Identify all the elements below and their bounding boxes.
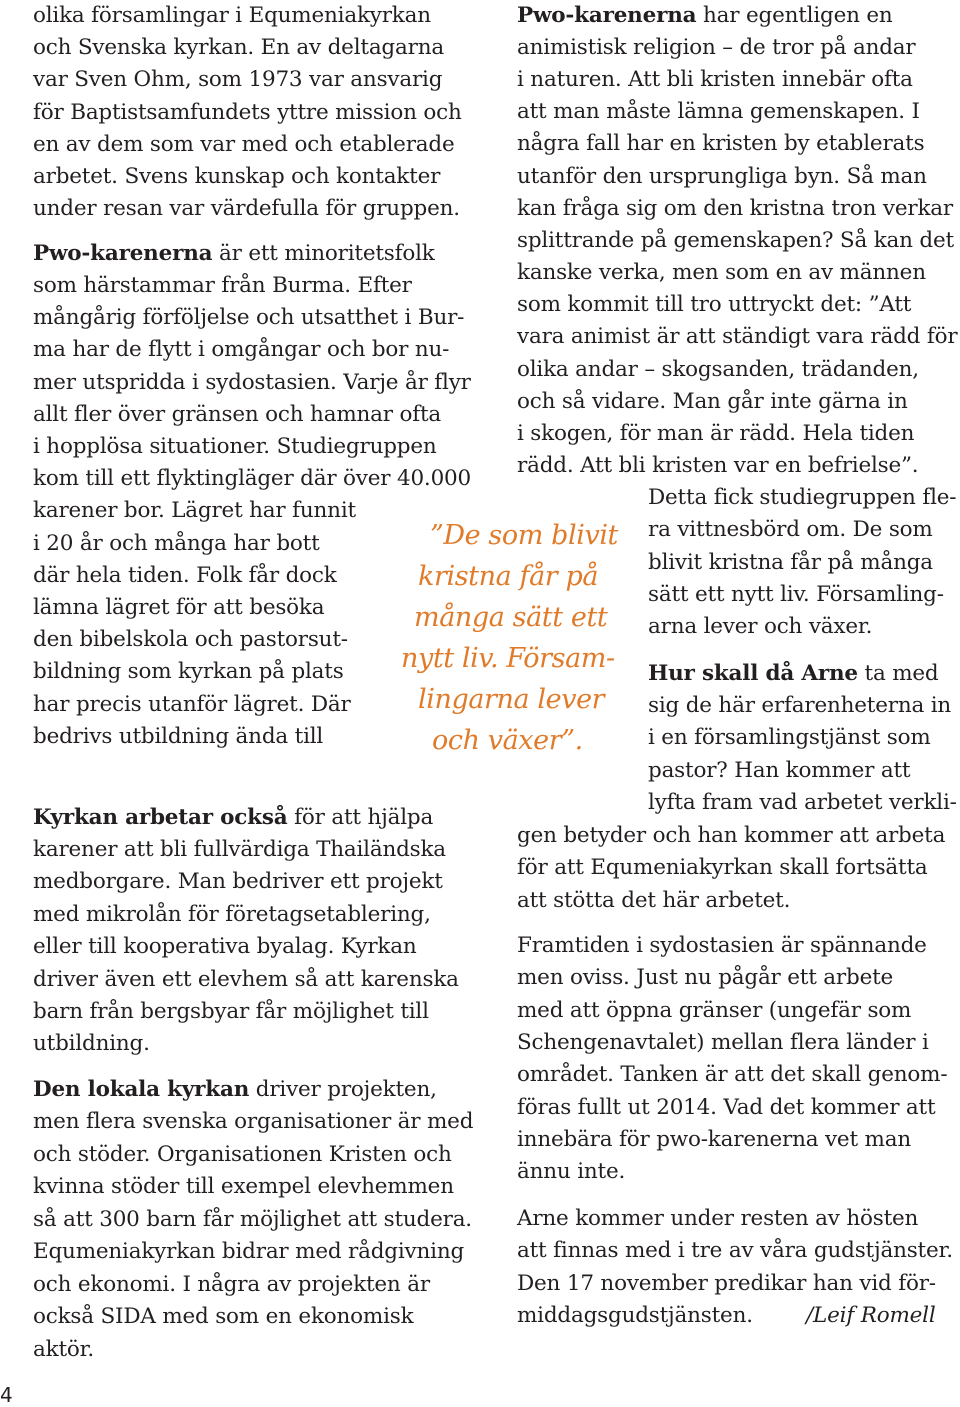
line-text: så att 300 barn får möjlighet att studera. xyxy=(33,1206,472,1232)
paragraph-first-line xyxy=(648,658,939,690)
text-line xyxy=(33,1139,452,1171)
line-text: eller till kooperativa byalag. Kyrkan xyxy=(33,934,417,960)
text-line xyxy=(33,463,471,495)
text-line xyxy=(33,1334,94,1366)
line-text: lämna lägret för att besöka xyxy=(33,595,325,620)
text-line xyxy=(648,514,933,546)
text-line xyxy=(33,334,449,366)
line-text: mer utspridda i sydostasien. Varje år flyr xyxy=(33,369,471,395)
line-text: där hela tiden. Folk får dock xyxy=(33,562,337,588)
line-text: driver projekten, xyxy=(249,1077,437,1102)
paragraph-first-line xyxy=(33,1074,437,1106)
text-line xyxy=(517,32,916,64)
lead-in-bold: Kyrkan arbetar också xyxy=(33,805,288,830)
line-text: föras fullt ut 2014. Vad det kommer att xyxy=(517,1094,936,1120)
text-line xyxy=(33,270,412,302)
text-line xyxy=(33,1236,464,1268)
line-text: också SIDA med som en ekonomisk xyxy=(33,1304,414,1329)
text-line xyxy=(33,399,441,431)
text-line xyxy=(648,787,957,819)
text-line xyxy=(33,97,462,129)
lead-in-bold: Pwo-karenerna xyxy=(33,241,213,266)
line-text: Den 17 november predikar han vid för- xyxy=(517,1270,936,1296)
line-text: och så vidare. Man går inte gärna in xyxy=(517,388,908,414)
line-text: arbetet. Svens kunskap och kontakter xyxy=(33,164,441,189)
line-text: medborgare. Man bedriver ett projekt xyxy=(33,869,443,895)
line-text: Framtiden i sydostasien är spännande xyxy=(517,933,927,958)
text-line xyxy=(517,354,919,386)
text-line xyxy=(517,1268,936,1300)
line-text: utanför den ursprungliga byn. Så man xyxy=(517,163,927,189)
line-text: bedrivs utbildning ända till xyxy=(33,723,324,749)
text-line xyxy=(33,834,446,866)
text-line xyxy=(517,64,913,96)
text-line xyxy=(33,32,444,64)
line-text: kan fråga sig om den kristna tron verkar xyxy=(517,195,954,221)
line-text: ta med xyxy=(857,661,939,686)
text-line xyxy=(33,495,356,527)
line-text: vara animist är att ständigt vara rädd för xyxy=(517,324,958,350)
text-line xyxy=(33,866,443,898)
text-line xyxy=(517,321,957,353)
line-text: arna lever och växer. xyxy=(648,614,873,640)
text-line xyxy=(648,482,956,514)
lead-in-bold: Pwo-karenerna xyxy=(517,3,697,28)
line-text: olika andar – skogsanden, trädanden, xyxy=(517,356,919,382)
text-line xyxy=(33,1301,413,1333)
line-text: olika församlingar i Equmeniakyrkan xyxy=(33,3,431,28)
text-line xyxy=(517,289,911,321)
text-line xyxy=(517,995,911,1027)
line-text: driver även ett elevhem så att karenska xyxy=(33,966,459,992)
text-line xyxy=(33,161,440,193)
line-text: pastor? Han kommer att xyxy=(648,757,911,783)
line-text: med att öppna gränser (ungefär som xyxy=(517,997,912,1023)
text-line xyxy=(517,1059,947,1091)
line-text: ra vittnesbörd om. De som xyxy=(648,517,933,543)
text-line xyxy=(33,0,431,32)
text-line xyxy=(33,193,460,225)
line-text: i en församlingstjänst som xyxy=(648,725,931,751)
text-line xyxy=(517,1092,935,1124)
line-text: bildning som kyrkan på plats xyxy=(33,659,344,685)
text-line xyxy=(33,996,429,1028)
line-text: några fall har en kristen by etablerats xyxy=(517,131,925,157)
text-line xyxy=(517,1027,929,1059)
line-text: Schengenavtalet) mellan flera länder i xyxy=(517,1029,929,1055)
text-line xyxy=(648,755,910,787)
pull-quote-line: lingarna lever xyxy=(418,684,605,715)
line-text: kvinna stöder till exempel elevhemmen xyxy=(33,1174,454,1199)
text-line xyxy=(33,431,437,463)
text-line xyxy=(33,721,323,753)
line-text: och ekonomi. I några av projekten är xyxy=(33,1271,430,1297)
line-text: Detta fick studiegruppen fle- xyxy=(648,485,957,510)
text-line xyxy=(33,1269,430,1301)
paragraph-first-line xyxy=(517,0,893,32)
text-line xyxy=(648,690,951,722)
text-line xyxy=(33,689,351,721)
text-line xyxy=(517,885,790,917)
lead-in-bold: Den lokala kyrkan xyxy=(33,1077,250,1102)
text-line xyxy=(648,579,944,611)
text-line xyxy=(33,64,442,96)
text-line xyxy=(517,1124,911,1156)
line-text: kanske verka, men som en av männen xyxy=(517,260,926,286)
line-text: sätt ett nytt liv. Församling- xyxy=(648,581,944,607)
text-line xyxy=(517,962,893,994)
text-line xyxy=(33,1204,472,1236)
line-text: att man måste lämna gemenskapen. I xyxy=(517,99,920,125)
line-text: allt fler över gränsen och hamnar ofta xyxy=(33,401,442,427)
pull-quote-line: nytt liv. Försam- xyxy=(401,643,615,674)
paragraph-first-line xyxy=(33,802,433,834)
line-text: i hopplösa situationer. Studiegruppen xyxy=(33,434,437,459)
text-line xyxy=(517,820,945,852)
text-line xyxy=(33,560,337,592)
text-line xyxy=(517,1300,753,1332)
line-text: under resan var värdefulla för gruppen. xyxy=(33,196,460,222)
text-line xyxy=(517,257,926,289)
line-text: splittrande på gemenskapen? Så kan det xyxy=(517,227,954,253)
text-line xyxy=(33,656,344,688)
line-text: innebära för pwo-karenerna vet man xyxy=(517,1126,911,1152)
line-text: gen betyder och han kommer att arbeta xyxy=(517,823,946,848)
text-line xyxy=(33,592,324,624)
text-line xyxy=(33,129,455,161)
text-line xyxy=(517,852,928,884)
line-text: har egentligen en xyxy=(696,3,893,28)
line-text: barn från bergsbyar får möjlighet till xyxy=(33,999,429,1024)
text-line xyxy=(517,161,927,193)
line-text: att finnas med i tre av våra gudstjänster. xyxy=(517,1238,953,1264)
text-line xyxy=(33,1171,454,1203)
line-text: men oviss. Just nu pågår ett arbete xyxy=(517,965,894,991)
line-text: i 20 år och många har bott xyxy=(33,530,320,556)
line-text: att stötta det här arbetet. xyxy=(517,887,791,913)
line-text: ma har de flytt i omgångar och bor nu- xyxy=(33,337,450,363)
line-text: området. Tanken är att det skall genom- xyxy=(517,1062,948,1088)
line-text: och Svenska kyrkan. En av deltagarna xyxy=(33,35,444,61)
text-line xyxy=(517,1156,625,1188)
line-text: har precis utanför lägret. Där xyxy=(33,691,351,717)
line-text: Arne kommer under resten av hösten xyxy=(517,1206,919,1231)
text-line xyxy=(33,1028,150,1060)
paragraph-first-line xyxy=(33,238,435,270)
pull-quote-line: kristna får på xyxy=(418,561,599,592)
line-text: i naturen. Att bli kristen innebär ofta xyxy=(517,67,913,93)
line-text: karener att bli fullvärdiga Thailändska xyxy=(33,837,446,862)
text-line xyxy=(33,528,320,560)
text-line xyxy=(517,1203,918,1235)
line-text: sig de här erfarenheterna in xyxy=(648,693,952,718)
text-line xyxy=(33,931,416,963)
line-text: som kommit till tro uttryckt det: ”Att xyxy=(517,292,912,318)
line-text: är ett minoritetsfolk xyxy=(212,241,435,266)
line-text: men flera svenska organisationer är med xyxy=(33,1109,474,1134)
text-line xyxy=(517,930,927,962)
line-text: ännu inte. xyxy=(517,1159,626,1185)
text-line xyxy=(517,450,918,482)
line-text: blivit kristna får på många xyxy=(648,549,933,575)
line-text: Equmeniakyrkan bidrar med rådgivning xyxy=(33,1239,465,1264)
line-text: aktör. xyxy=(33,1336,94,1362)
text-line xyxy=(517,1235,953,1267)
line-text: mångårig förföljelse och utsatthet i Bur- xyxy=(33,305,465,331)
text-line xyxy=(648,722,931,754)
pull-quote-line: och växer”. xyxy=(432,725,583,756)
pull-quote-line: många sätt ett xyxy=(414,602,608,633)
line-text: var Sven Ohm, som 1973 var ansvarig xyxy=(33,67,443,93)
line-text: den bibelskola och pastorsut- xyxy=(33,627,348,653)
line-text: kom till ett flyktingläger där över 40.000 xyxy=(33,466,472,492)
line-text: för att hjälpa xyxy=(287,805,434,830)
text-line xyxy=(648,547,933,579)
text-line xyxy=(33,964,459,996)
line-text: i skogen, för man är rädd. Hela tiden xyxy=(517,420,915,446)
line-text: rädd. Att bli kristen var en befrielse”. xyxy=(517,452,919,478)
line-text: som härstammar från Burma. Efter xyxy=(33,273,412,298)
text-line xyxy=(517,225,954,257)
text-line xyxy=(517,386,908,418)
line-text: en av dem som var med och etablerade xyxy=(33,131,455,157)
text-line xyxy=(517,128,924,160)
text-line xyxy=(33,899,431,931)
text-line xyxy=(648,611,872,643)
line-text: och stöder. Organisationen Kristen och xyxy=(33,1141,452,1167)
line-text: utbildning. xyxy=(33,1031,150,1057)
text-line xyxy=(517,193,953,225)
line-text: karener bor. Lägret har funnit xyxy=(33,498,356,524)
text-line xyxy=(33,624,348,656)
text-line xyxy=(33,1106,473,1138)
line-text: för att Equmeniakyrkan skall fortsätta xyxy=(517,855,928,881)
text-line xyxy=(517,418,914,450)
text-line xyxy=(517,96,920,128)
page-number: 4 xyxy=(0,1383,13,1407)
line-text: animistisk religion – de tror på andar xyxy=(517,35,916,60)
line-text: för Baptistsamfundets yttre mission och xyxy=(33,99,462,125)
line-text: middagsgudstjänsten. xyxy=(517,1302,753,1328)
text-line xyxy=(33,367,471,399)
text-line xyxy=(33,302,464,334)
lead-in-bold: Hur skall då Arne xyxy=(648,661,858,686)
author-signature: /Leif Romell xyxy=(806,1302,936,1328)
line-text: med mikrolån för företagsetablering, xyxy=(33,901,431,927)
pull-quote-line: ”De som blivit xyxy=(430,520,619,551)
line-text: lyfta fram vad arbetet verkli- xyxy=(648,789,957,815)
